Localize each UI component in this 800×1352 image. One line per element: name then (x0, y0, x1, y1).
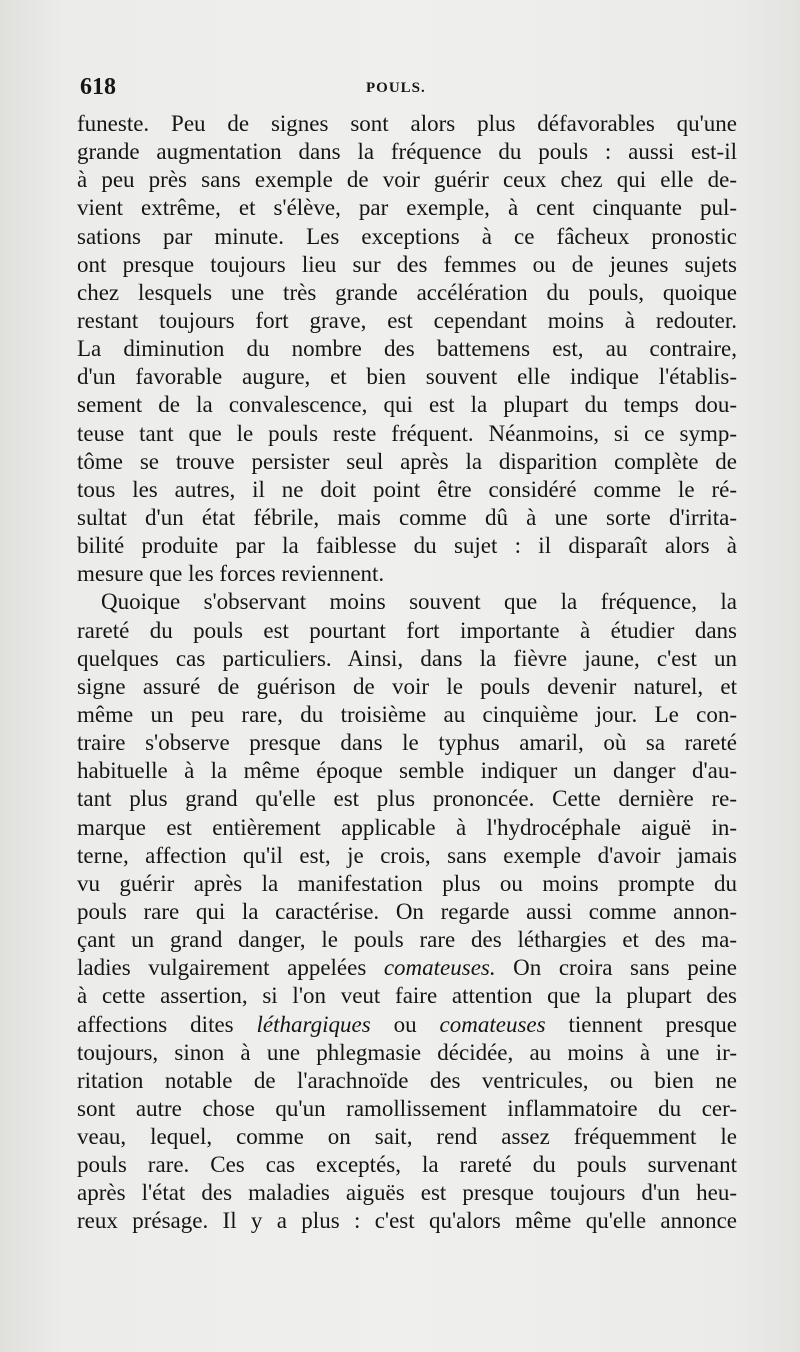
italic-term: comateuses (439, 1011, 546, 1037)
page-header (80, 72, 740, 108)
text-line-with-italic (77, 954, 737, 982)
text-line: chez lesquels une très grande accélération du pouls, quoique (77, 279, 737, 305)
text-line: même un peu rare, du troisième au cinquième jour. Le con- (77, 701, 737, 727)
text-segment: affections dites (77, 1011, 257, 1037)
text-segment: ou (370, 1011, 440, 1037)
text-line: tôme se trouve persister seul après la disparition complète de (77, 448, 737, 474)
text-line: restant toujours fort grave, est cependant moins à redouter. (77, 307, 737, 333)
text-line: signe assuré de guérison de voir le pouls devenir naturel, et (77, 673, 737, 699)
text-line: marque est entièrement applicable à l'hydrocéphale aiguë in- (77, 814, 737, 840)
text-line: sement de la convalescence, qui est la plupart du temps dou- (77, 392, 737, 418)
text-line: sations par minute. Les exceptions à ce fâcheux pronostic (77, 223, 737, 249)
italic-term: comateuses. (383, 955, 496, 981)
text-line: ont presque toujours lieu sur des femmes ou de jeunes sujets (77, 251, 737, 277)
text-line: sultat d'un état fébrile, mais comme dû à une sorte d'irrita- (77, 504, 737, 530)
text-line: tous les autres, il ne doit point être considéré comme le ré- (77, 476, 737, 502)
text-line: pouls rare qui la caractérise. On regarde aussi comme annon- (77, 898, 737, 924)
text-line: vient extrême, et s'élève, par exemple, à cent cinquante pul- (77, 195, 737, 221)
italic-term: léthargiques (256, 1011, 371, 1037)
text-line: tant plus grand qu'elle est plus prononcée. Cette dernière re- (77, 786, 737, 812)
text-line: rareté du pouls est pourtant fort importante à étudier dans (77, 617, 737, 643)
text-line: pouls rare. Ces cas exceptés, la rareté du pouls survenant (77, 1152, 737, 1178)
text-line: habituelle à la même époque semble indiquer un danger d'au- (77, 758, 737, 784)
text-line: vu guérir après la manifestation plus ou moins prompte du (77, 870, 737, 896)
text-line: mesure que les forces reviennent. (77, 561, 385, 587)
text-line: d'un favorable augure, et bien souvent elle indique l'établis- (77, 364, 737, 390)
text-line: çant un grand danger, le pouls rare des léthargies et des ma- (77, 927, 737, 953)
text-line: à peu près sans exemple de voir guérir ceux chez qui elle de- (77, 167, 737, 193)
text-segment: ladies vulgairement appelées (77, 955, 384, 981)
text-segment: On croira sans peine (495, 955, 738, 981)
page-number: 618 (80, 74, 116, 100)
text-line: ritation notable de l'arachnoïde des ventricules, ou bien ne (77, 1067, 737, 1093)
text-line: Quoique s'observant moins souvent que la fréquence, la (101, 589, 737, 615)
text-line: La diminution du nombre des battemens est, au contraire, (77, 336, 737, 362)
text-line: quelques cas particuliers. Ainsi, dans la fièvre jaune, c'est un (77, 645, 737, 671)
text-line: grande augmentation dans la fréquence du pouls : aussi est-il (77, 139, 737, 165)
text-segment: tiennent presque (545, 1011, 738, 1037)
text-line: sont autre chose qu'un ramollissement inflammatoire du cer- (77, 1095, 737, 1121)
text-line: terne, affection qu'il est, je crois, sans exemple d'avoir jamais (77, 842, 737, 868)
text-line: bilité produite par la faiblesse du sujet : il disparaît alors à (77, 533, 737, 559)
text-line: teuse tant que le pouls reste fréquent. Néanmoins, si ce symp- (77, 420, 737, 446)
text-line: toujours, sinon à une phlegmasie décidée, au moins à une ir- (77, 1039, 737, 1065)
text-line-with-italic (77, 1011, 737, 1039)
text-line: à cette assertion, si l'on veut faire attention que la plupart des (77, 983, 737, 1009)
running-head: POULS. (366, 80, 426, 96)
text-line: traire s'observe presque dans le typhus amaril, où sa rareté (77, 730, 737, 756)
text-line: reux présage. Il y a plus : c'est qu'alors même qu'elle annonce (77, 1208, 737, 1234)
text-line: veau, lequel, comme on sait, rend assez fréquemment le (77, 1124, 737, 1150)
text-line: après l'état des maladies aiguës est presque toujours d'un heu- (77, 1180, 737, 1206)
text-line: funeste. Peu de signes sont alors plus défavorables qu'une (77, 111, 737, 136)
body-text (77, 110, 737, 1236)
